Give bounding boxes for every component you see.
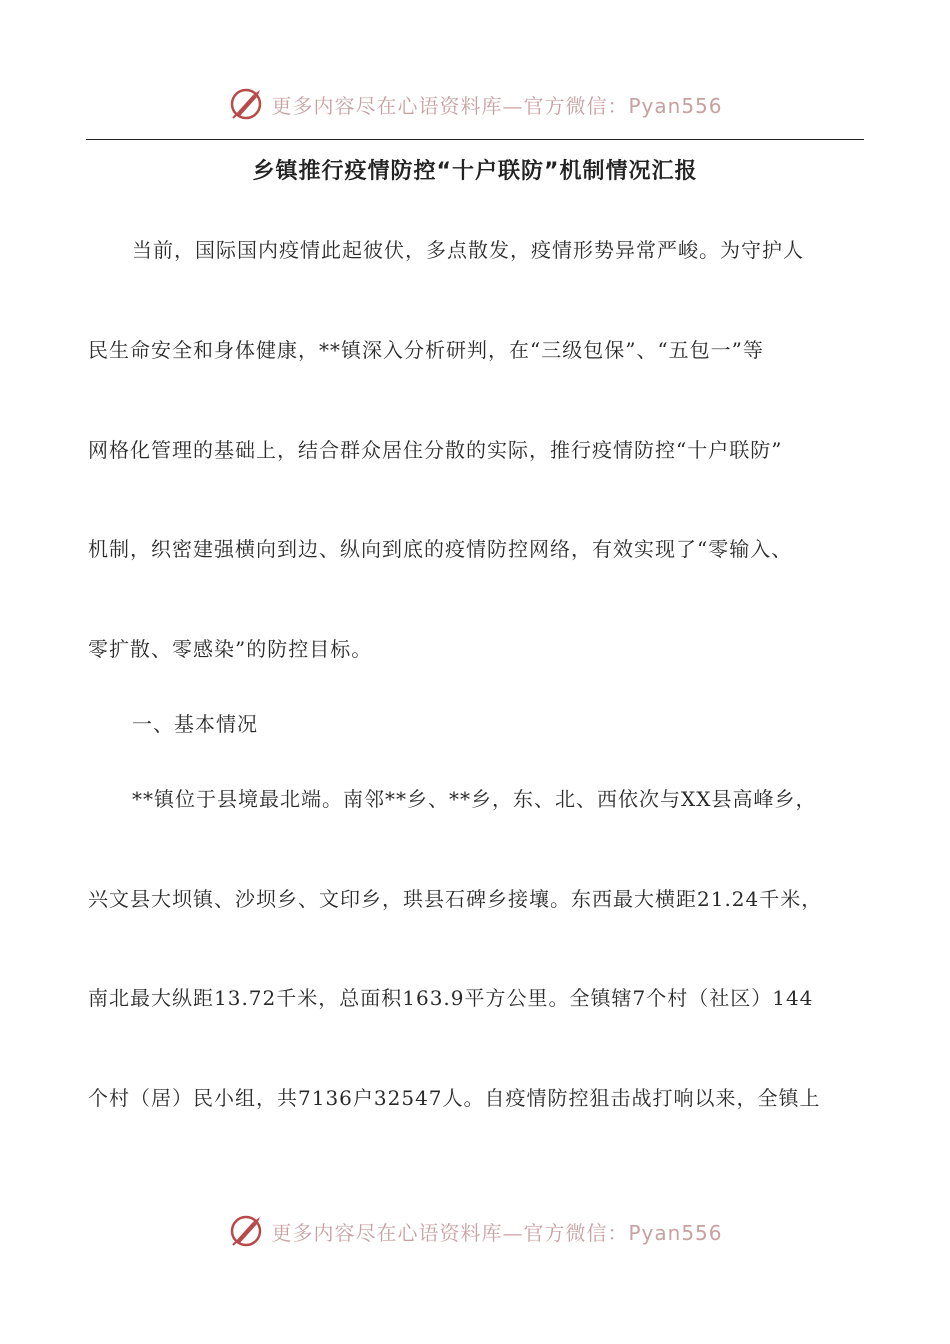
paragraph-line: 机制，织密建强横向到边、纵向到底的疫情防控网络，有效实现了“零输入、 xyxy=(88,537,793,561)
header-brand-handle: Pyan556 xyxy=(628,93,723,118)
paragraph-line: 个村（居）民小组，共7136户32547人。自疫情防控狙击战打响以来，全镇上 xyxy=(88,1086,821,1110)
header-brand xyxy=(271,90,722,119)
section-heading: 一、基本情况 xyxy=(132,712,258,736)
paragraph-line: 当前，国际国内疫情此起彼伏，多点散发，疫情形势异常严峻。为守护人 xyxy=(132,238,804,262)
header-brand-text: 更多内容尽在心语资料库—官方微信： xyxy=(271,93,629,118)
quill-logo-icon xyxy=(227,85,265,123)
paragraph-line: 民生命安全和身体健康，**镇深入分析研判，在“三级包保”、“五包一”等 xyxy=(88,338,764,362)
footer-banner xyxy=(0,1211,950,1251)
paragraph-line: 网格化管理的基础上，结合群众居住分散的实际，推行疫情防控“十户联防” xyxy=(88,438,783,462)
quill-logo-icon xyxy=(227,1212,265,1250)
paragraph-line: 南北最大纵距13.72千米，总面积163.9平方公里。全镇辖7个村（社区）144 xyxy=(88,986,814,1010)
footer-brand-text: 更多内容尽在心语资料库—官方微信： xyxy=(271,1220,629,1245)
footer-brand-handle: Pyan556 xyxy=(628,1220,723,1245)
footer-brand xyxy=(271,1217,722,1246)
paragraph-line: 零扩散、零感染”的防控目标。 xyxy=(88,637,373,661)
header-banner xyxy=(0,84,950,124)
header-divider xyxy=(86,139,864,140)
paragraph-line: 兴文县大坝镇、沙坝乡、文印乡，珙县石碑乡接壤。东西最大横距21.24千米， xyxy=(88,887,823,911)
document-title: 乡镇推行疫情防控“十户联防”机制情况汇报 xyxy=(252,159,698,184)
paragraph-line: **镇位于县境最北端。南邻**乡、**乡，东、北、西依次与XX县高峰乡， xyxy=(132,787,817,811)
